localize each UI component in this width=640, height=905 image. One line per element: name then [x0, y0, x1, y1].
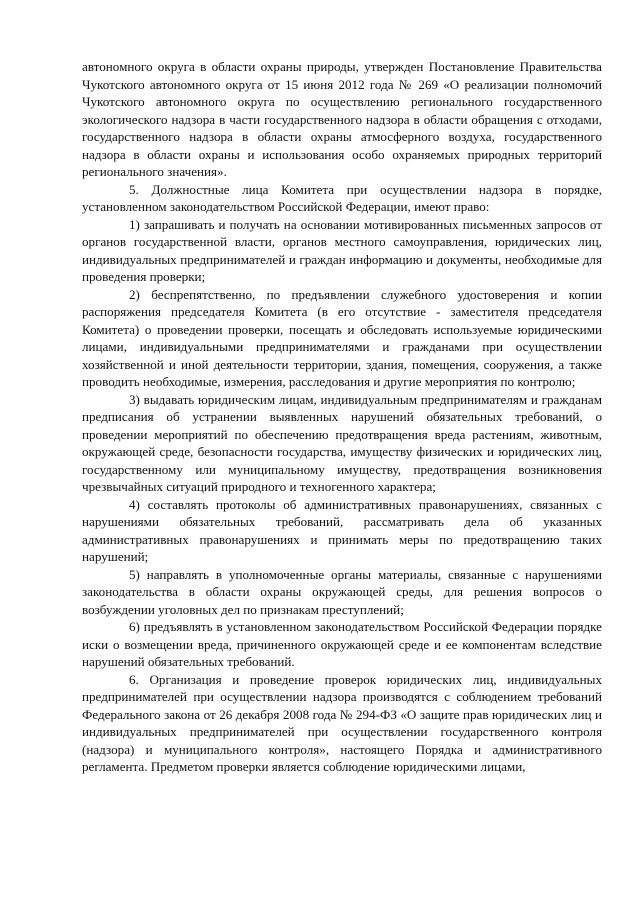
document-page	[82, 58, 602, 776]
paragraph-subitem-4: 4) составлять протоколы об административных правонарушениях, связанных с нарушениями обязательных требований, рассматривать дела об указанных административных правонарушениях и принимать меры по предотвращению таких нарушений;	[82, 496, 602, 564]
paragraph-item-5: 5. Должностные лица Комитета при осуществлении надзора в порядке, установленном законодательством Российской Федерации, имеют право:	[82, 181, 602, 214]
paragraph-subitem-5: 5) направлять в уполномоченные органы материалы, связанные с нарушениями законодательства в области охраны окружающей среды, для решения вопросов о возбуждении уголовных дел по признакам преступлений;	[82, 566, 602, 617]
paragraph-subitem-2: 2) беспрепятственно, по предъявлении служебного удостоверения и копии распоряжения председателя Комитета (в его отсутствие - заместителя председателя Комитета) о проведении проверки, посещать и обследовать используемые юридическими лицами, индивидуальными предпринимателями и гражданами при осуществлении хозяйственной и иной деятельности территории, здания, помещения, сооружения, а также проводить необходимые, измерения, расследования и другие мероприятия по контролю;	[82, 286, 602, 389]
paragraph-subitem-3: 3) выдавать юридическим лицам, индивидуальным предпринимателям и гражданам предписания об устранении выявленных нарушений обязательных требований, о проведении мероприятий по обеспечению предотвращения вреда растениям, животным, окружающей среде, безопасности государства, имуществу физических и юридических лиц, государственному или муниципальному имуществу, предотвращения возникновения чрезвычайных ситуаций природного и техногенного характера;	[82, 391, 602, 494]
paragraph-subitem-1: 1) запрашивать и получать на основании мотивированных письменных запросов от органов государственной власти, органов местного самоуправления, юридических лиц, индивидуальных предпринимателей и граждан информацию и документы, необходимые для проведения проверки;	[82, 216, 602, 284]
paragraph-continuation: автономного округа в области охраны природы, утвержден Постановление Правительства Чукотского автономного округа от 15 июня 2012 года № 269 «О реализации полномочий Чукотского автономного округа по осуществлению регионального государственного экологического надзора в части государственного надзора в области обращения с отходами, государственного надзора в области охраны атмосферного воздуха, государственного надзора в области охраны и использования особо охраняемых природных территорий регионального значения».	[82, 59, 602, 179]
paragraph-item-6: 6. Организация и проведение проверок юридических лиц, индивидуальных предпринимателей при осуществлении надзора производятся с соблюдением требований Федерального закона от 26 декабря 2008 года № 294-ФЗ «О защите прав юридических лиц и индивидуальных предпринимателей при осуществлении государственного контроля (надзора) и муниципального контроля», настоящего Порядка и административного регламента. Предметом проверки является соблюдение юридическими лицами,	[82, 671, 602, 774]
paragraph-subitem-6: 6) предъявлять в установленном законодательством Российской Федерации порядке иски о возмещении вреда, причиненного окружающей среде и ее компонентам вследствие нарушений обязательных требований.	[82, 619, 602, 669]
